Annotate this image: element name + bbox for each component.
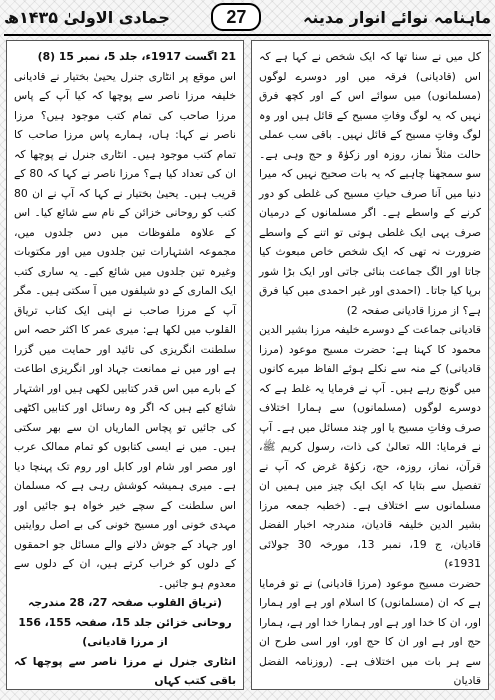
citation: (تریاق القلوب صفحہ 27، 28 مندرجہ روحانی خزائن جلد 15، صفحہ 155، 156 از مرزا قادیانی) <box>18 596 232 648</box>
left-paragraph: اس موقع پر انٹاری جنرل یحییٰ بختیار نے قادیانی خلیفہ مرزا ناصر سے پوچھا کہ کیا آپ کے پاس مرزا صاحب کی تمام کتب موجود ہیں؟ مرزا ناصر نے کہا: ہاں، ہمارے پاس مرزا صاحب کا تمام کتب موجود ہیں۔ انٹاری جنرل نے پوچھا کہ ان کی تعداد کیا ہے؟ مرزا ناصر نے کہا کہ 80 کے قریب ہیں۔ یحییٰ بختیار نے کہا کہ آپ نے ان 80 کتب کو روحانی خزائن کے نام سے شائع کیا۔ اس کے علاوہ ملفوظات میں دس جلدوں میں، مجموعہ اشتہارات تین جلدوں میں اور مکتوبات وغیرہ تین جلدوں میں شائع کیے۔ یہ ساری کتب ایک الماری کے دو شیلفوں میں آ سکتی ہیں۔ مگر آپ کے مرزا صاحب نے اپنی ایک کتاب تریاق القلوب میں لکھا ہے: میری عمر کا اکثر حصہ اس سلطنت انگریزی کی تائید اور حمایت میں گزرا ہے اور میں نے ممانعت جہاد اور انگریزی اطاعت کے بارے میں اس قدر کتابیں لکھی ہیں اور اشتہار شائع کیے ہیں کہ اگر وہ رسائل اور کتابیں اکٹھی کی جائیں تو پچاس الماریاں ان سے بھر سکتی ہیں۔ میں نے ایسی کتابوں کو تمام ممالک عرب اور مصر اور شام اور کابل اور روم تک پہنچا دیا ہے۔ میری ہمیشہ کوشش رہی ہے کہ مسلمان اس سلطنت کے سچے خیر خواہ ہو جائیں اور مہدی خونی اور مسیح خونی کی بے اصل روایتیں اور جہاد کے جوش دلانے والے مسائل جو احمقوں کے دلوں کو خراب کرتے ہیں، ان کے دلوں سے معدوم ہو جائیں۔ <box>14 69 237 590</box>
page-number: 27 <box>211 3 261 31</box>
right-paragraph: قادیانی جماعت کے دوسرے خلیفہ مرزا بشیر الدین محمود کا کہنا ہے: حضرت مسیح موعود (مرزا قادیانی) کے منہ سے نکلے ہوئے الفاظ میرے کانوں میں گونج رہے ہیں۔ آپ نے فرمایا یہ غلط ہے کہ دوسرے لوگوں (مسلمانوں) سے ہمارا اختلاف صرف وفاتِ مسیح یا اور چند مسائل میں ہے۔ آپ نے فرمایا: اللہ تعالیٰ کی ذات، رسول کریم ﷺ، قرآن، نماز، روزہ، حج، زکوٰۃ غرض کہ آپ نے تفصیل سے بتایا کہ ایک ایک چیز میں ہمیں ان مسلمانوں سے اختلاف ہے۔ (خطبہ جمعہ مرزا بشیر الدین خلیفہ قادیان، مندرجہ اخبار الفضل قادیان، ج 19، نمبر 13، مورخہ 30 جولائی 1931ء) <box>259 323 481 570</box>
header-divider <box>4 34 491 36</box>
right-paragraph: حضرت مسیح موعود (مرزا قادیانی) نے تو فرمایا ہے کہ ان (مسلمانوں) کا اسلام اور ہے اور ہمارا اور، ان کا خدا اور ہے اور ہمارا خدا اور ہے، ہمارا حج اور ہے اور ان کا حج اور، اور اسی طرح ان سے ہر بات میں اختلاف ہے۔ (روزنامہ الفضل قادیان <box>259 576 481 687</box>
date-line: 21 اگست 1917ء، جلد 5، نمبر 15 (8) <box>37 50 236 63</box>
page-header <box>4 2 491 32</box>
right-column <box>251 40 489 690</box>
closing-line: انٹاری جنرل نے مرزا ناصر سے پوچھا کہ باقی کتب کہاں <box>14 654 236 687</box>
right-paragraph: کل میں نے سنا تھا کہ ایک شخص نے کہا ہے کہ اس (قادیانی) فرقہ میں اور دوسرے لوگوں (مسلمانوں) میں سوائے اس کے اور کچھ فرق نہیں کہ یہ لوگ وفاتِ مسیح کے قائل ہیں اور وہ لوگ وفاتِ مسیح کے قائل نہیں۔ باقی سب عملی حالت مثلاً نماز، روزہ اور زکوٰۃ و حج وہی ہے۔ سو سمجھنا چاہیے کہ یہ بات صحیح نہیں کہ میرا دنیا میں آنا صرف حیاتِ مسیح کی غلطی کو دور کرنے کے واسطے ہے۔ اگر مسلمانوں کے درمیان صرف یہی ایک غلطی ہوتی تو اتنے کے واسطے ضرورت نہ تھی کہ ایک شخص خاص مبعوث کیا جاتا اور الگ جماعت بنائی جاتی اور ایک بڑا شور برپا کیا جاتا۔ (احمدی اور غیر احمدی میں کیا فرق ہے؟ از مرزا قادیانی صفحہ 2) <box>259 50 481 317</box>
left-column <box>6 40 244 690</box>
issue-date: جمادی الاولیٰ ۱۴۳۵ھ <box>4 7 170 27</box>
magazine-title: ماہنامہ نوائے انوار مدینہ <box>302 7 491 27</box>
